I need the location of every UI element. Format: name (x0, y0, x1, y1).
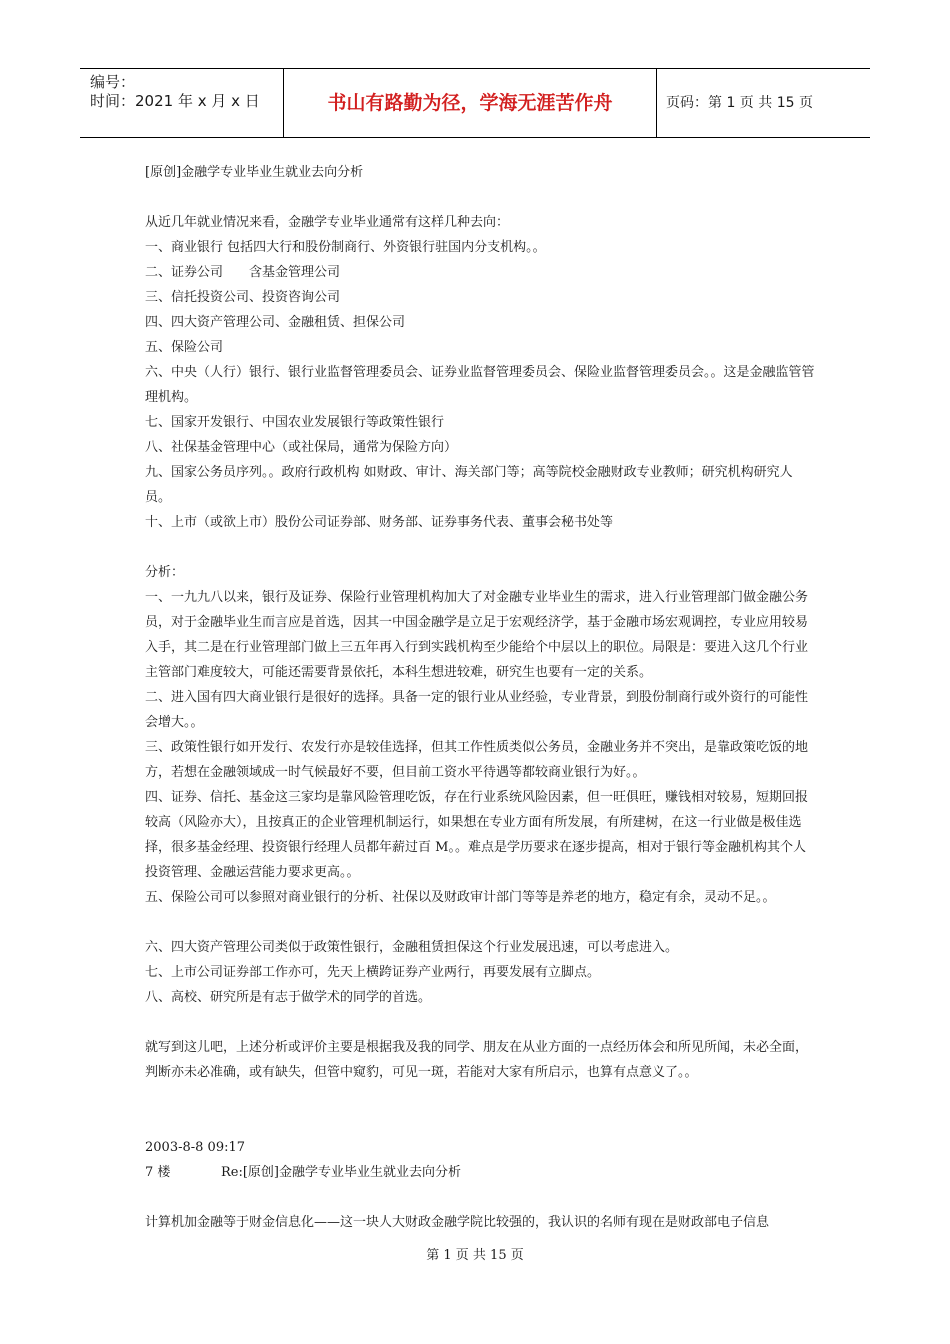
doc-intro: 从近几年就业情况来看，金融学专业毕业通常有这样几种去向： (145, 215, 510, 230)
page-footer: 第 1 页 共 15 页 (426, 1248, 524, 1263)
analysis-item: 五、保险公司可以参照对商业银行的分析、社保以及财政审计部门等等是养老的地方，稳定有余，灵动不足。。 (145, 890, 776, 905)
document-body (145, 160, 815, 1235)
analysis-item: 二、进入国有四大商业银行是很好的选择。具备一定的银行业从业经验，专业背景，到股份制商行或外资行的可能性会增大。。 (145, 690, 809, 730)
option-item: 一、商业银行 包括四大行和股份制商行、外资银行驻国内分支机构。。 (145, 240, 546, 255)
option-item: 二、证券公司 含基金管理公司 (145, 265, 341, 280)
serial-label: 编号： (90, 73, 136, 91)
option-item: 八、社保基金管理中心（或社保局，通常为保险方向） (145, 440, 458, 455)
time-label: 时间：2021 年 x 月 x 日 (90, 92, 260, 110)
option-item: 五、保险公司 (145, 340, 224, 355)
post-timestamp: 2003-8-8 09:17 (145, 1140, 246, 1155)
option-item: 三、信托投资公司、投资咨询公司 (145, 290, 341, 305)
analysis-item: 四、证券、信托、基金这三家均是靠风险管理吃饭，存在行业系统风险因素，但一旺俱旺，赚钱相对较易，短期回报较高（风险亦大），且按真正的企业管理机制运行，如果想在专业方面有所发展，有所建树，在这一行业做是极佳选择，很多基金经理、投资银行经理人员都年薪过百 M。。难点是学历要求在逐步提高，相对于银行等金融机构其个人投资管理、金融运营能力要求更高。。 (145, 790, 809, 880)
analysis-label: 分析： (145, 565, 185, 580)
header-page-info: 页码：第 1 页 共 15 页 (666, 95, 813, 111)
option-item: 七、国家开发银行、中国农业发展银行等政策性银行 (145, 415, 445, 430)
analysis-item: 七、上市公司证券部工作亦可，先天上横跨证券产业两行，再要发展有立脚点。 (145, 965, 601, 980)
reply-text: 计算机加金融等于财金信息化——这一块人大财政金融学院比较强的，我认识的名师有现在是财政部电子信息 (145, 1215, 770, 1230)
doc-title: [原创]金融学专业毕业生就业去向分析 (145, 165, 364, 180)
conclusion-paragraph: 就写到这儿吧，上述分析或评价主要是根据我及我的同学、朋友在从业方面的一点经历体会和所见所闻，未必全面，判断亦未必准确，或有缺失，但管中窥豹，可见一斑，若能对大家有所启示，也算有点意义了。。 (145, 1040, 809, 1080)
option-item: 九、国家公务员序列。。政府行政机构 如财政、审计、海关部门等；高等院校金融财政专业教师；研究机构研究人员。 (145, 465, 793, 505)
header-motto: 书山有路勤为径，学海无涯苦作舟 (327, 92, 613, 114)
header-meta (80, 69, 283, 137)
analysis-item: 八、高校、研究所是有志于做学术的同学的首选。 (145, 990, 432, 1005)
option-item: 四、四大资产管理公司、金融租赁、担保公司 (145, 315, 406, 330)
option-item: 十、上市（或欲上市）股份公司证券部、财务部、证券事务代表、董事会秘书处等 (145, 515, 614, 530)
reply-heading (145, 1160, 815, 1185)
page-header (80, 68, 870, 138)
header-divider (656, 69, 657, 137)
analysis-item: 一、一九九八以来，银行及证券、保险行业管理机构加大了对金融专业毕业生的需求，进入行业管理部门做金融公务员，对于金融毕业生而言应是首选，因其一中国金融学是立足于宏观经济学，基于金融市场宏观调控，专业应用较易入手，其二是在行业管理部门做上三五年再入行到实践机构至少能给个中层以上的职位。局限是：要进入这几个行业主管部门难度较大，可能还需要背景依托，本科生想进较难，研究生也要有一定的关系。 (145, 590, 809, 680)
analysis-item: 三、政策性银行如开发行、农发行亦是较佳选择，但其工作性质类似公务员，金融业务并不突出，是靠政策吃饭的地方，若想在金融领域成一时气候最好不要，但目前工资水平待遇等都较商业银行为好。。 (145, 740, 809, 780)
analysis-item: 六、四大资产管理公司类似于政策性银行，金融租赁担保这个行业发展迅速，可以考虑进入。 (145, 940, 679, 955)
option-item: 六、中央（人行）银行、银行业监督管理委员会、证券业监督管理委员会、保险业监督管理委员会。。这是金融监管管理机构。 (145, 365, 815, 405)
reply-title: Re:[原创]金融学专业毕业生就业去向分析 (221, 1165, 462, 1180)
reply-floor: 7 楼 (145, 1165, 171, 1180)
